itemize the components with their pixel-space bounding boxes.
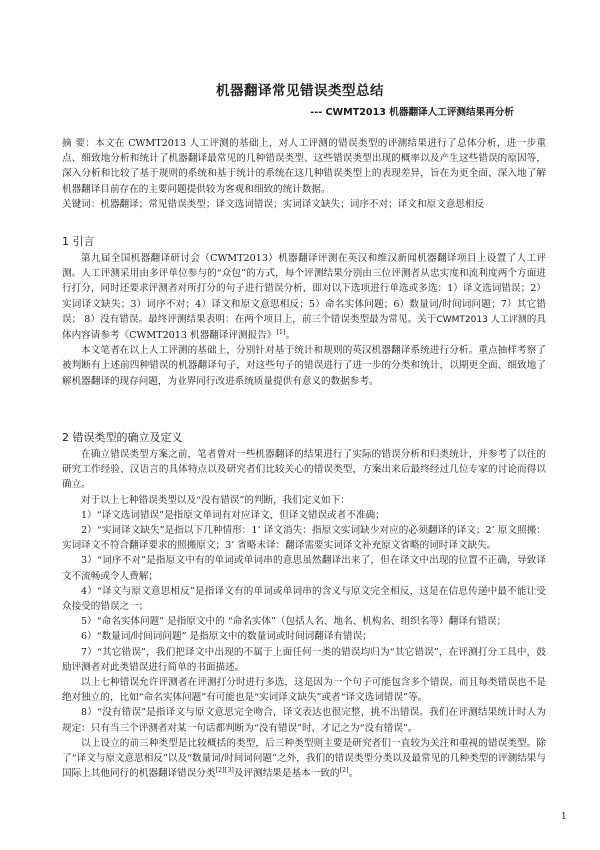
definition-item-4: 4）“译文与原文意思相反”是指译文有的单词或单词串的含义与原文完全相反，这是在信息传递中最不能让受众接受的错误之一； xyxy=(62,585,546,613)
intro-paragraph-1 xyxy=(62,251,546,343)
definition-item-1: 1）“译文选词错误”是指原文单词有对应译文，但译文错误或者不准确； xyxy=(81,509,385,521)
intro-paragraph-2: 本文笔者在以上人工评测的基础上，分别针对基于统计和规则的英汉机器翻译系统进行分析。重点抽样考察了被判断有上述前四种错误的机器翻译句子，对这些句子的错误进行了进一步的分类和统计，以期更全面、细致地了解机器翻译的现存问题，为业界同行改进系统质量提供有意义的数据参考。 xyxy=(62,345,546,387)
intro-p1-end: 。 xyxy=(285,330,296,342)
definition-item-5: 5）“命名实体问题” 是指原文中的 “命名实体”（包括人名、地名、机构名、组织名等）翻译有错误； xyxy=(81,616,507,628)
definition-item-3: 3）“词序不对”是指原文中有的单词或单词串的意思虽然翻译出来了，但在译文中出现的位置不正确，导致译文不流畅或令人费解； xyxy=(62,555,546,582)
definition-item-6: 6）“数量词/时间词问题” 是指原文中的数量词或时间词翻译有错误； xyxy=(81,631,372,643)
abstract-label: 摘 要： xyxy=(62,138,96,149)
error-types-p4-text-2: 及评测结果是基本一致的 xyxy=(233,768,340,780)
error-types-paragraph-2: 对于以上七种错误类型以及“没有错误”的判断，我们定义如下： xyxy=(81,494,350,506)
citation-ref: [1] xyxy=(276,327,286,336)
abstract xyxy=(62,136,546,197)
keywords xyxy=(62,197,546,212)
error-types-p4-end: 。 xyxy=(348,768,359,780)
keywords-label: 关键词： xyxy=(62,199,101,210)
keywords-text: 机器翻译；常见错误类型；译文选词错误；实词译文缺失；词序不对；译文和原文意思相反 xyxy=(100,199,485,210)
section-heading-error-types: 2 错误类型的确立及定义 xyxy=(62,431,183,444)
page-number: 1 xyxy=(561,812,567,822)
section-heading-intro: 1 引言 xyxy=(62,235,95,248)
paper-subtitle: --- CWMT2013 机器翻译人工评测结果再分析 xyxy=(310,107,514,118)
citation-ref: [2] xyxy=(339,766,349,775)
intro-p1-text: 第九届全国机器翻译研讨会（CWMT2013）机器翻译评测在英汉和维汉新闻机器翻译项目上设置了人工评测。人工评测采用由多评单位参与的“众包”的方式，每个评测结果分别由三位评测者从忠实度和流利度两个方面进行打分，同时还要求评测者对所打分的句子进行错误分析，即对以下选项进行单选或多选：1）译文选词错误；2）实词译文缺失；3）词序不对；4）译文和原文意思相反；5）命名实体问题；6）数量词/时间词问题；7）其它错误； 8）没有错误。最终评测结果表明：在两个项目上，前三个错误类型最为常见。关于 xyxy=(62,253,546,325)
paper-title: 机器翻译常见错误类型总结 xyxy=(216,83,384,99)
definition-item-8: 8）“没有错误”是指译文与原文意思完全吻合，译文表达也很完整，挑不出错误。我们在评测结果统计时人为规定：只有当三个评测者对某一句话都判断为“没有错误”时，才记之为“没有错误”。 xyxy=(62,707,546,734)
error-types-paragraph-1: 在确立错误类型方案之前，笔者曾对一些机器翻译的结果进行了实际的错误分析和归类统计，并参考了以往的研究工作经验、汉语言的具体特点以及研究者们比较关心的错误类型，方案出来后最终经过几位专家的讨论而得以确立。 xyxy=(62,449,546,491)
error-types-p4-text: 以上设立的前三种类型是比较概括的类型，后三种类型则主要是研究者们一直较为关注和重视的错误类型。除了“译文与原文意思相反”以及“数量词/时间词问题”之外，我们的错误类型分类以及最常见的几种类型的评测结果与国际上其他同行的机器翻译错误分类 xyxy=(62,737,546,780)
definition-item-2: 2）“实词译文缺失”是指以下几种情形：1’ 译文消失：指原文实词缺少对应的必须翻译的译文；2’ 原文照搬：实词译文不符合翻译要求的照搬原文；3’ 省略未译：翻译需要实词译文补充原文省略的词时译文缺失。 xyxy=(62,525,546,552)
intro-p1-emph: CWMT2013 人工评测 xyxy=(436,314,527,325)
definition-item-7: 7）“其它错误”，我们把译文中出现的不属于上面任何一类的错误均归为“其它错误”，在评测打分工具中，鼓励评测者对此类错误进行简单的书面描述。 xyxy=(62,646,546,673)
section-intro-body xyxy=(62,251,546,389)
abstract-text: 本文在 CWMT2013 人工评测的基础上，对人工评测的错误类型的评测结果进行了总体分析，进一步重点、细致地分析和统计了机器翻译最常见的几种错误类型、这些错误类型出现的概率以及产生这些错误的原因等，深入分析和比较了基于规则的系统和基于统计的系统在这几种错误类型上的表现差异，旨在为更全面、深入地了解机器翻译目前存在的主要问题提供较为客观和细致的统计数据。 xyxy=(62,138,546,195)
intro-p1-text-2: 的具体内容请参考《CWMT2013 机器翻译评测报告》 xyxy=(62,313,547,342)
error-types-paragraph-3: 以上七种错误允许评测者在评测打分时进行多选，这是因为一个句子可能包含多个错误，而且每类错误也不是绝对独立的，比如“命名实体问题”有可能也是“实词译文缺失”或者“译文选词错误”等。 xyxy=(62,677,546,704)
error-types-paragraph-4 xyxy=(62,736,546,782)
section-error-types-body xyxy=(62,447,546,781)
citation-ref: [2][3] xyxy=(215,766,234,775)
